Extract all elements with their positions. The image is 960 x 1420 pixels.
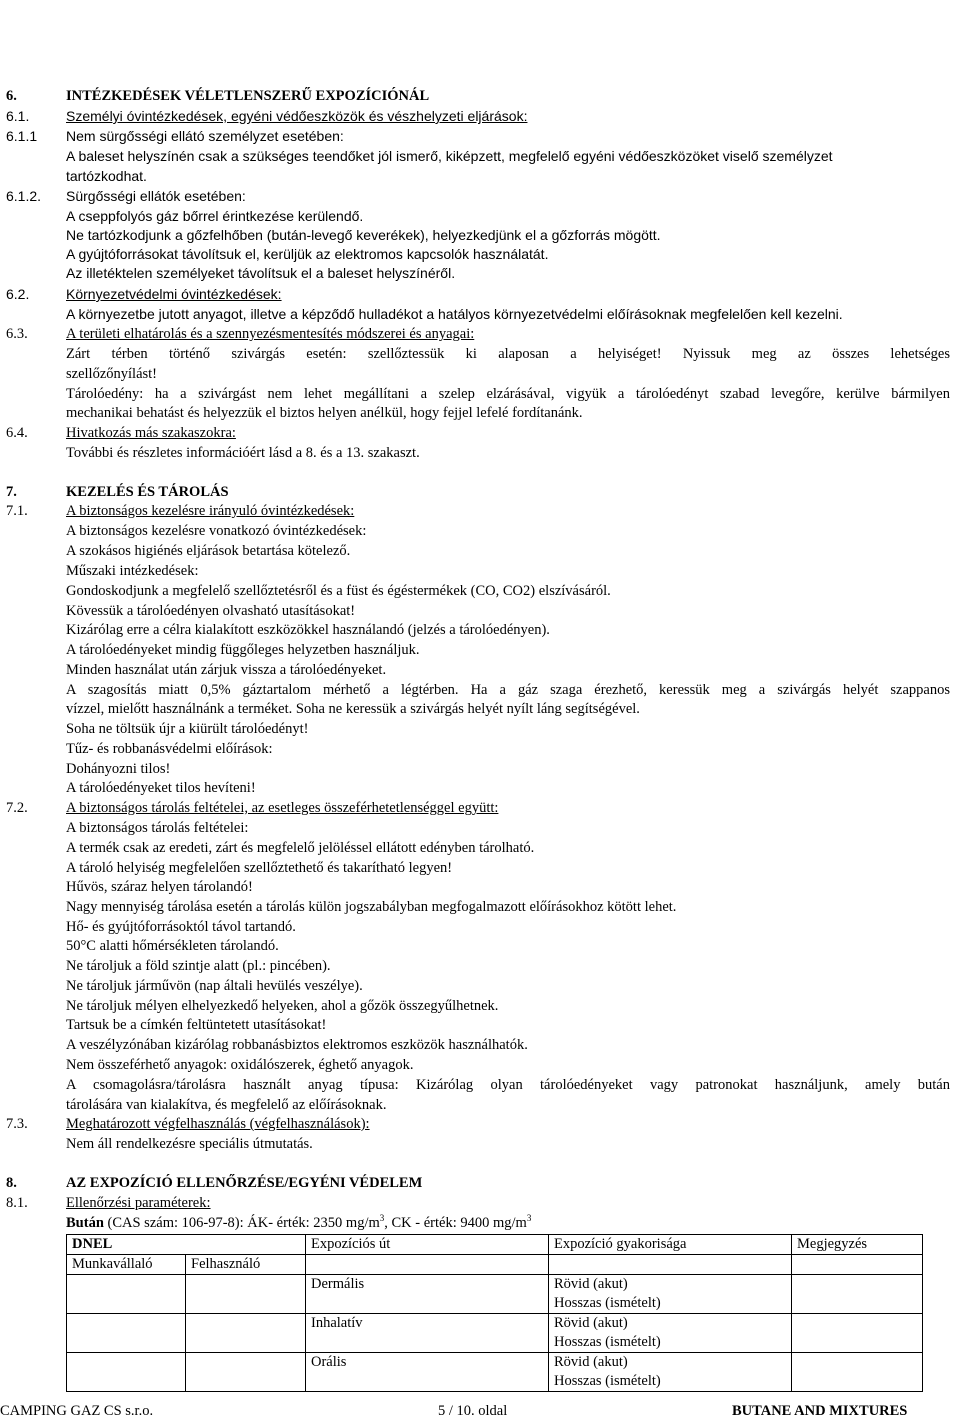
footer-product: BUTANE AND MIXTURES: [732, 1403, 908, 1419]
superscript: 3: [526, 1213, 532, 1224]
butan-ck: , CK - érték: 9400 mg/m: [384, 1215, 527, 1231]
freq-long: Hosszas (ismételt): [554, 1373, 661, 1389]
section-7-3-title: Meghatározott végfelhasználás (végfelhasználások):: [66, 1116, 370, 1132]
reviewed-date: Felülvizsgálat időpontja: -: [8, 20, 189, 37]
paragraph-line: A környezetbe jutott anyagot, illetve a képződő hulladékot a hatályos környezetvédelmi előírásoknak megfelelően kell kezelni.: [66, 306, 843, 322]
paragraph-line: A biztonságos kezelésre vonatkozó óvintézkedések:: [66, 523, 367, 539]
section-6-1-2-number: 6.1.2.: [6, 188, 42, 204]
table-cell: [549, 1353, 792, 1392]
table-cell: [792, 1314, 923, 1353]
paragraph-line: Nem összeférhető anyagok: oxidálószerek, éghető anyagok.: [66, 1057, 414, 1073]
paragraph-line: Soha ne töltsük újr a kiürült tárolóedényt!: [66, 721, 309, 737]
table-cell: Inhalatív: [306, 1314, 549, 1353]
section-7-2-number: 7.2.: [6, 800, 28, 816]
section-6-3-title: A területi elhatárolás és a szennyezésmentesítés módszerei és anyagai:: [66, 326, 475, 342]
paragraph-line: További és részletes információért lásd a 8. és a 13. szakaszt.: [66, 445, 420, 461]
table-row: [67, 1314, 923, 1353]
dnel-table: [66, 1234, 923, 1392]
paragraph-line: A baleset helyszínén csak a szükséges teendőket jól ismerő, kiképzett, megfelelő egyéni védőeszközöket viselő személyzet: [66, 148, 833, 164]
paragraph-line: Nem áll rendelkezésre speciális útmutatás.: [66, 1136, 313, 1152]
superscript: 3: [379, 1213, 385, 1224]
table-header-row: [67, 1235, 923, 1255]
freq-short: Rövid (akut): [554, 1315, 628, 1331]
table-cell: Dermális: [306, 1275, 549, 1314]
table-cell: [186, 1275, 306, 1314]
paragraph-line: A veszélyzónában kizárólag robbanásbiztos elektromos eszközök használhatók.: [66, 1037, 528, 1053]
table-cell: [792, 1255, 923, 1275]
paragraph-line: A tároló helyiség megfelelően szellőztethető és takarítható legyen!: [66, 860, 453, 876]
footer-company: CAMPING GAZ CS s.r.o.: [0, 1403, 154, 1419]
table-cell: [67, 1353, 186, 1392]
section-7-1-number: 7.1.: [6, 503, 28, 519]
paragraph-line: A cseppfolyós gáz bőrrel érintkezése kerülendő.: [66, 208, 364, 224]
section-6-1-2-title: Sürgősségi ellátók esetében:: [66, 188, 246, 204]
table-cell: Munkavállaló: [67, 1255, 186, 1275]
paragraph-line: A biztonságos tárolás feltételei:: [66, 820, 249, 836]
paragraph-line: Tárolóedény: ha a szivárgást nem lehet megállítani a szelep elzárásával, vigyük a tárolóedényt szabad levegőre, kerülve bármilyen: [66, 386, 950, 402]
paragraph-line: Zárt térben történő szivárgás esetén: szellőztessük ki alaposan a helyiséget! Nyissuk meg az összes lehetséges: [66, 346, 950, 362]
section-6-1-number: 6.1.: [6, 108, 30, 124]
table-header-cell: Expozíció gyakorisága: [549, 1235, 792, 1255]
table-row: [67, 1255, 923, 1275]
section-8-1-title: Ellenőrzési paraméterek:: [66, 1195, 211, 1211]
table-cell: Felhasználó: [186, 1255, 306, 1275]
paragraph-line: Ne tároljuk mélyen elhelyezkedő helyeken, ahol a gőzök összegyűlhetnek.: [66, 998, 499, 1014]
table-header-cell: DNEL: [67, 1235, 306, 1255]
paragraph-line: Tartsuk be a címkén feltüntetett utasításokat!: [66, 1017, 327, 1033]
paragraph-line: tárolására van kialakítva, és megfelelő az előírásoknak.: [66, 1097, 387, 1113]
table-row: [67, 1353, 923, 1392]
table-cell: [186, 1314, 306, 1353]
paragraph-line: A szokásos higiénés eljárások betartása kötelező.: [66, 543, 351, 559]
section-7-2-title: A biztonságos tárolás feltételei, az esetleges összeférhetetlenséggel együtt:: [66, 800, 499, 816]
paragraph-line: Hűvös, száraz helyen tárolandó!: [66, 879, 253, 895]
footer-page: 5 / 10. oldal: [438, 1403, 508, 1419]
freq-long: Hosszas (ismételt): [554, 1334, 661, 1350]
table-cell: [67, 1314, 186, 1353]
paragraph-line: Ne tároljuk járművön (nap általi hevülés veszélye).: [66, 978, 363, 994]
table-cell: [549, 1275, 792, 1314]
paragraph-line: A termék csak az eredeti, zárt és megfelelő jelöléssel ellátott edényben tárolható.: [66, 840, 535, 856]
table-cell: [186, 1353, 306, 1392]
paragraph-line: Műszaki intézkedések:: [66, 563, 199, 579]
table-cell: [67, 1275, 186, 1314]
paragraph-line: 50°C alatti hőmérsékleten tárolandó.: [66, 938, 279, 954]
table-header-cell: Megjegyzés: [792, 1235, 923, 1255]
section-8-number: 8.: [6, 1175, 17, 1191]
section-6-2-number: 6.2.: [6, 286, 30, 302]
paragraph-line: Minden használat után zárjuk vissza a tárolóedényeket.: [66, 662, 387, 678]
section-6-1-title: Személyi óvintézkedések, egyéni védőeszközök és vészhelyzeti eljárások:: [66, 108, 528, 124]
table-cell: [792, 1275, 923, 1314]
freq-short: Rövid (akut): [554, 1276, 628, 1292]
paragraph-line: Az illetéktelen személyeket távolítsuk el a baleset helyszínéről.: [66, 265, 456, 281]
table-cell: Orális: [306, 1353, 549, 1392]
paragraph-line: vízzel, mielőtt használnánk a terméket. Soha ne keressük a szivárgás helyét nyílt láng segítségével.: [66, 701, 640, 717]
freq-long: Hosszas (ismételt): [554, 1295, 661, 1311]
section-6-number: 6.: [6, 88, 17, 104]
freq-short: Rövid (akut): [554, 1354, 628, 1370]
table-header-cell: Expozíciós út: [306, 1235, 549, 1255]
paragraph-line: A csomagolásra/tárolásra használt anyag típusa: Kizárólag olyan tárolóedényeket vagy patronokat használjunk, amely bután: [66, 1077, 950, 1093]
prepared-date: Elkészítés időpontja: 2011. május 3.: [8, 1, 263, 18]
section-6-4-number: 6.4.: [6, 425, 28, 441]
table-cell: [792, 1353, 923, 1392]
paragraph-line: A tárolóedényeket mindig függőleges helyzetben használjuk.: [66, 642, 420, 658]
section-7-number: 7.: [6, 484, 17, 500]
butan-ak: (CAS szám: 106-97-8): ÁK- érték: 2350 mg/m: [103, 1215, 380, 1231]
section-6-1-1-number: 6.1.1: [6, 128, 38, 144]
header-url: http://www.biztonsagiadatlap.hu: [722, 19, 948, 36]
paragraph-line: Ne tartózkodjunk a gőzfelhőben (bután-levegő keverékek), helyezkedjünk el a gőzforrás mögött.: [66, 227, 661, 243]
section-8-1-number: 8.1.: [6, 1195, 28, 1211]
section-6-title: INTÉZKEDÉSEK VÉLETLENSZERŰ EXPOZÍCIÓNÁL: [66, 88, 430, 104]
section-6-3-number: 6.3.: [6, 326, 28, 342]
butan-name: Bután: [66, 1215, 104, 1231]
section-7-3-number: 7.3.: [6, 1116, 28, 1132]
version-number: Verziószám: 1: [8, 39, 109, 56]
table-cell: [549, 1255, 792, 1275]
paragraph-line: tartózkodhat.: [66, 168, 147, 184]
section-6-1-1-title: Nem sürgősségi ellátó személyzet esetében:: [66, 128, 344, 144]
section-7-title: KEZELÉS ÉS TÁROLÁS: [66, 484, 229, 500]
paragraph-line: Hő- és gyújtóforrásoktól távol tartandó.: [66, 919, 296, 935]
paragraph-line: szellőzőnyílást!: [66, 366, 158, 382]
paragraph-line: A szagosítás miatt 0,5% gáztartalom mérhető a légtérben. Ha a gáz szaga érezhető, keressük meg a szivárgás helyét szappanos: [66, 682, 950, 698]
paragraph-line: Gondoskodjunk a megfelelő szellőztetésről és a füst és égéstermékek (CO, CO2) elszívásáról.: [66, 583, 611, 599]
table-cell: [549, 1314, 792, 1353]
section-7-1-title: A biztonságos kezelésre irányuló óvintézkedések:: [66, 503, 355, 519]
table-cell: [306, 1255, 549, 1275]
paragraph-line: Dohányozni tilos!: [66, 761, 171, 777]
paragraph-line: A gyújtóforrásokat távolítsuk el, kerüljük az elektromos kapcsolók használatát.: [66, 246, 549, 262]
paragraph-line: mechanikai behatást és helyezzük el biztos helyen anélkül, hogy fejjel lefelé fordítanánk.: [66, 405, 583, 421]
paragraph-line: Ne tároljuk a föld szintje alatt (pl.: pincében).: [66, 958, 331, 974]
header-info: [8, 0, 263, 57]
paragraph-line: Kövessük a tárolóedényen olvasható utasításokat!: [66, 603, 356, 619]
butan-limits: [66, 1214, 531, 1233]
paragraph-line: A tárolóedényeket tilos hevíteni!: [66, 780, 256, 796]
paragraph-line: Tűz- és robbanásvédelmi előírások:: [66, 741, 273, 757]
table-row: [67, 1275, 923, 1314]
section-8-title: AZ EXPOZÍCIÓ ELLENŐRZÉSE/EGYÉNI VÉDELEM: [66, 1175, 423, 1191]
section-6-4-title: Hivatkozás más szakaszokra:: [66, 425, 236, 441]
paragraph-line: Nagy mennyiség tárolása esetén a tárolás külön jogszabályban megfogalmazott előírásokhoz kötött lehet.: [66, 899, 677, 915]
section-6-2-title: Környezetvédelmi óvintézkedések:: [66, 286, 282, 302]
paragraph-line: Kizárólag erre a célra kialakított eszközökkel használandó (jelzés a tárolóedényen).: [66, 622, 550, 638]
